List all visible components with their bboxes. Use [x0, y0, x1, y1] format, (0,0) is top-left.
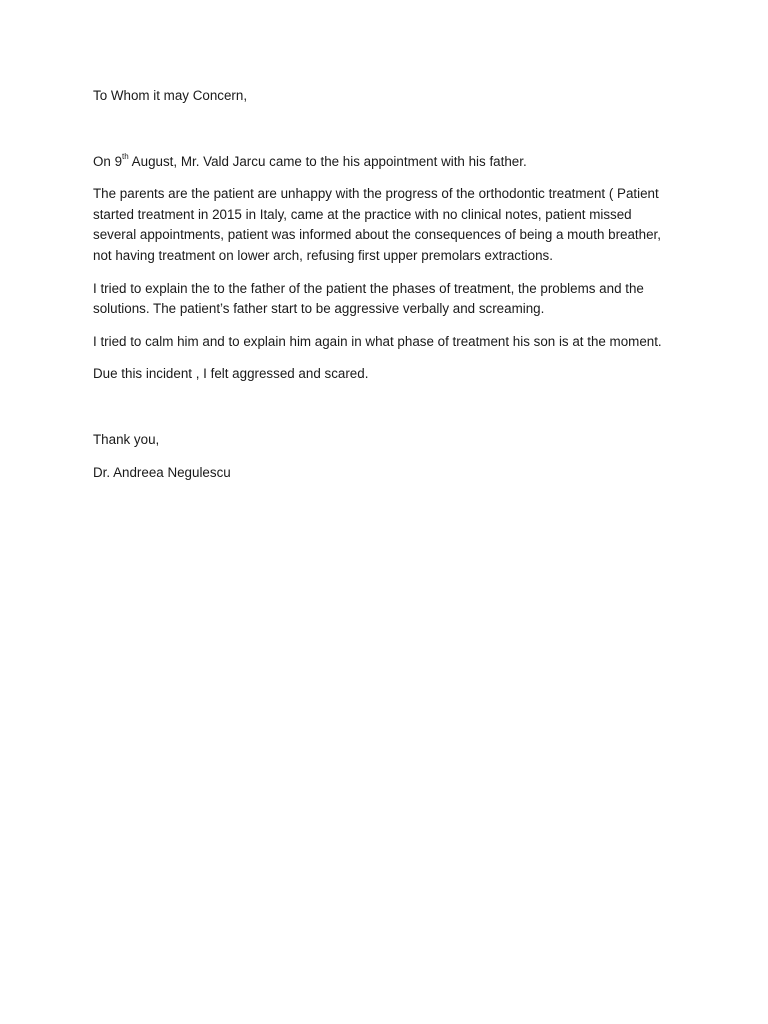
letter-body: [93, 86, 678, 483]
paragraph-explanation: I tried to explain the to the father of the patient the phases of treatment, the problems and the solutions. The patient’s father start to be aggressive verbally and screaming.: [93, 280, 644, 317]
paragraph-treatment-progress: The parents are the patient are unhappy with the progress of the orthodontic treatment ( Patient started treatment in 2015 in Italy, came at the practice with no clinical notes, patient missed several appointments, patient was informed about the consequences of being a mouth breather, not having treatment on lower arch, refusing first upper premolars extractions.: [93, 186, 661, 263]
paragraph-calming: I tried to calm him and to explain him again in what phase of treatment his son is at the moment.: [93, 333, 662, 349]
paragraph-appointment-suffix: August, Mr. Vald Jarcu came to the his appointment with his father.: [128, 153, 527, 169]
paragraph-appointment: [93, 152, 678, 173]
paragraph-appointment-prefix: On 9: [93, 153, 123, 169]
date-ordinal-suffix: th: [122, 152, 129, 162]
closing: Thank you,: [93, 431, 160, 447]
paragraph-incident: Due this incident , I felt aggressed and scared.: [93, 366, 369, 382]
salutation: To Whom it may Concern,: [93, 88, 248, 103]
signature: Dr. Andreea Negulescu: [93, 464, 231, 480]
